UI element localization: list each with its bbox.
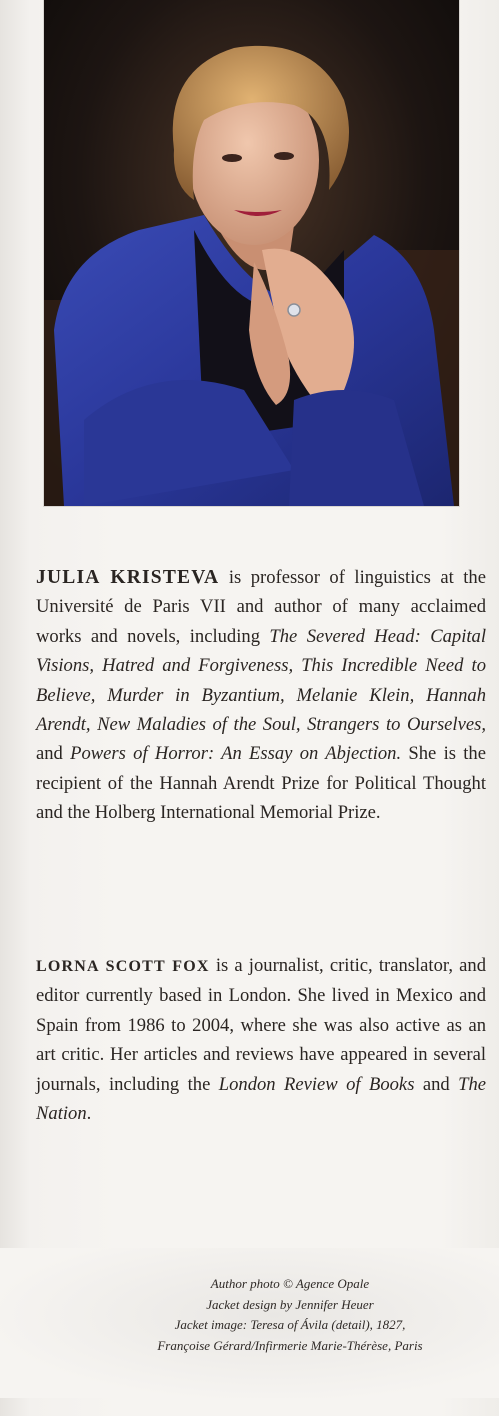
credit-lines [0,1274,499,1356]
book-title: Powers of Horror: An Essay on Abjection. [70,743,402,765]
journal-title: London Review of Books [218,1073,415,1095]
jacket-credits [0,1248,499,1398]
bio-text: and [36,743,71,765]
translator-name: LORNA SCOTT FOX [36,958,210,975]
author-name: JULIA KRISTEVA [36,567,220,588]
author-portrait-illustration [44,0,459,506]
design-credit: Jacket design by Jennifer Heuer [206,1296,374,1312]
book-titles: The Severed Head: Capital Visions, Hatred and Forgiveness, This Incredible Need to Believe, Murder in Byzantium, Melanie Klein, Hannah Arendt, New Maladies of the Soul, Strangers to Ourselves, [36,625,486,736]
photo-credit: Author photo © Agence Opale [210,1276,370,1291]
bio-text: She is the recipient of the Hannah Arendt Prize for Political Thought and the Holberg International Memorial Prize. [36,743,486,824]
image-credit-source: Françoise Gérard/Infirmerie Marie-Thérèse, Paris [157,1337,423,1353]
fox-biography [36,951,486,1128]
image-credit: Jacket image: Teresa of Ávila (detail), 1827, [174,1317,406,1332]
kristeva-biography [36,563,486,828]
bio-text: and [414,1073,459,1095]
bio-text: is a journalist, critic, translator, and editor currently based in London. She lived in Mexico and Spain from 1986 to 2004, where she was also active as an art critic. Her articles and reviews have appeared in several journals, including the [36,955,486,1095]
bio-text: . [86,1103,92,1125]
bio-text: is professor of linguistics at the Université de Paris VII and author of many acclaimed works and novels, including [36,567,486,647]
author-photo [44,0,459,506]
journal-title: The Nation [36,1073,487,1125]
